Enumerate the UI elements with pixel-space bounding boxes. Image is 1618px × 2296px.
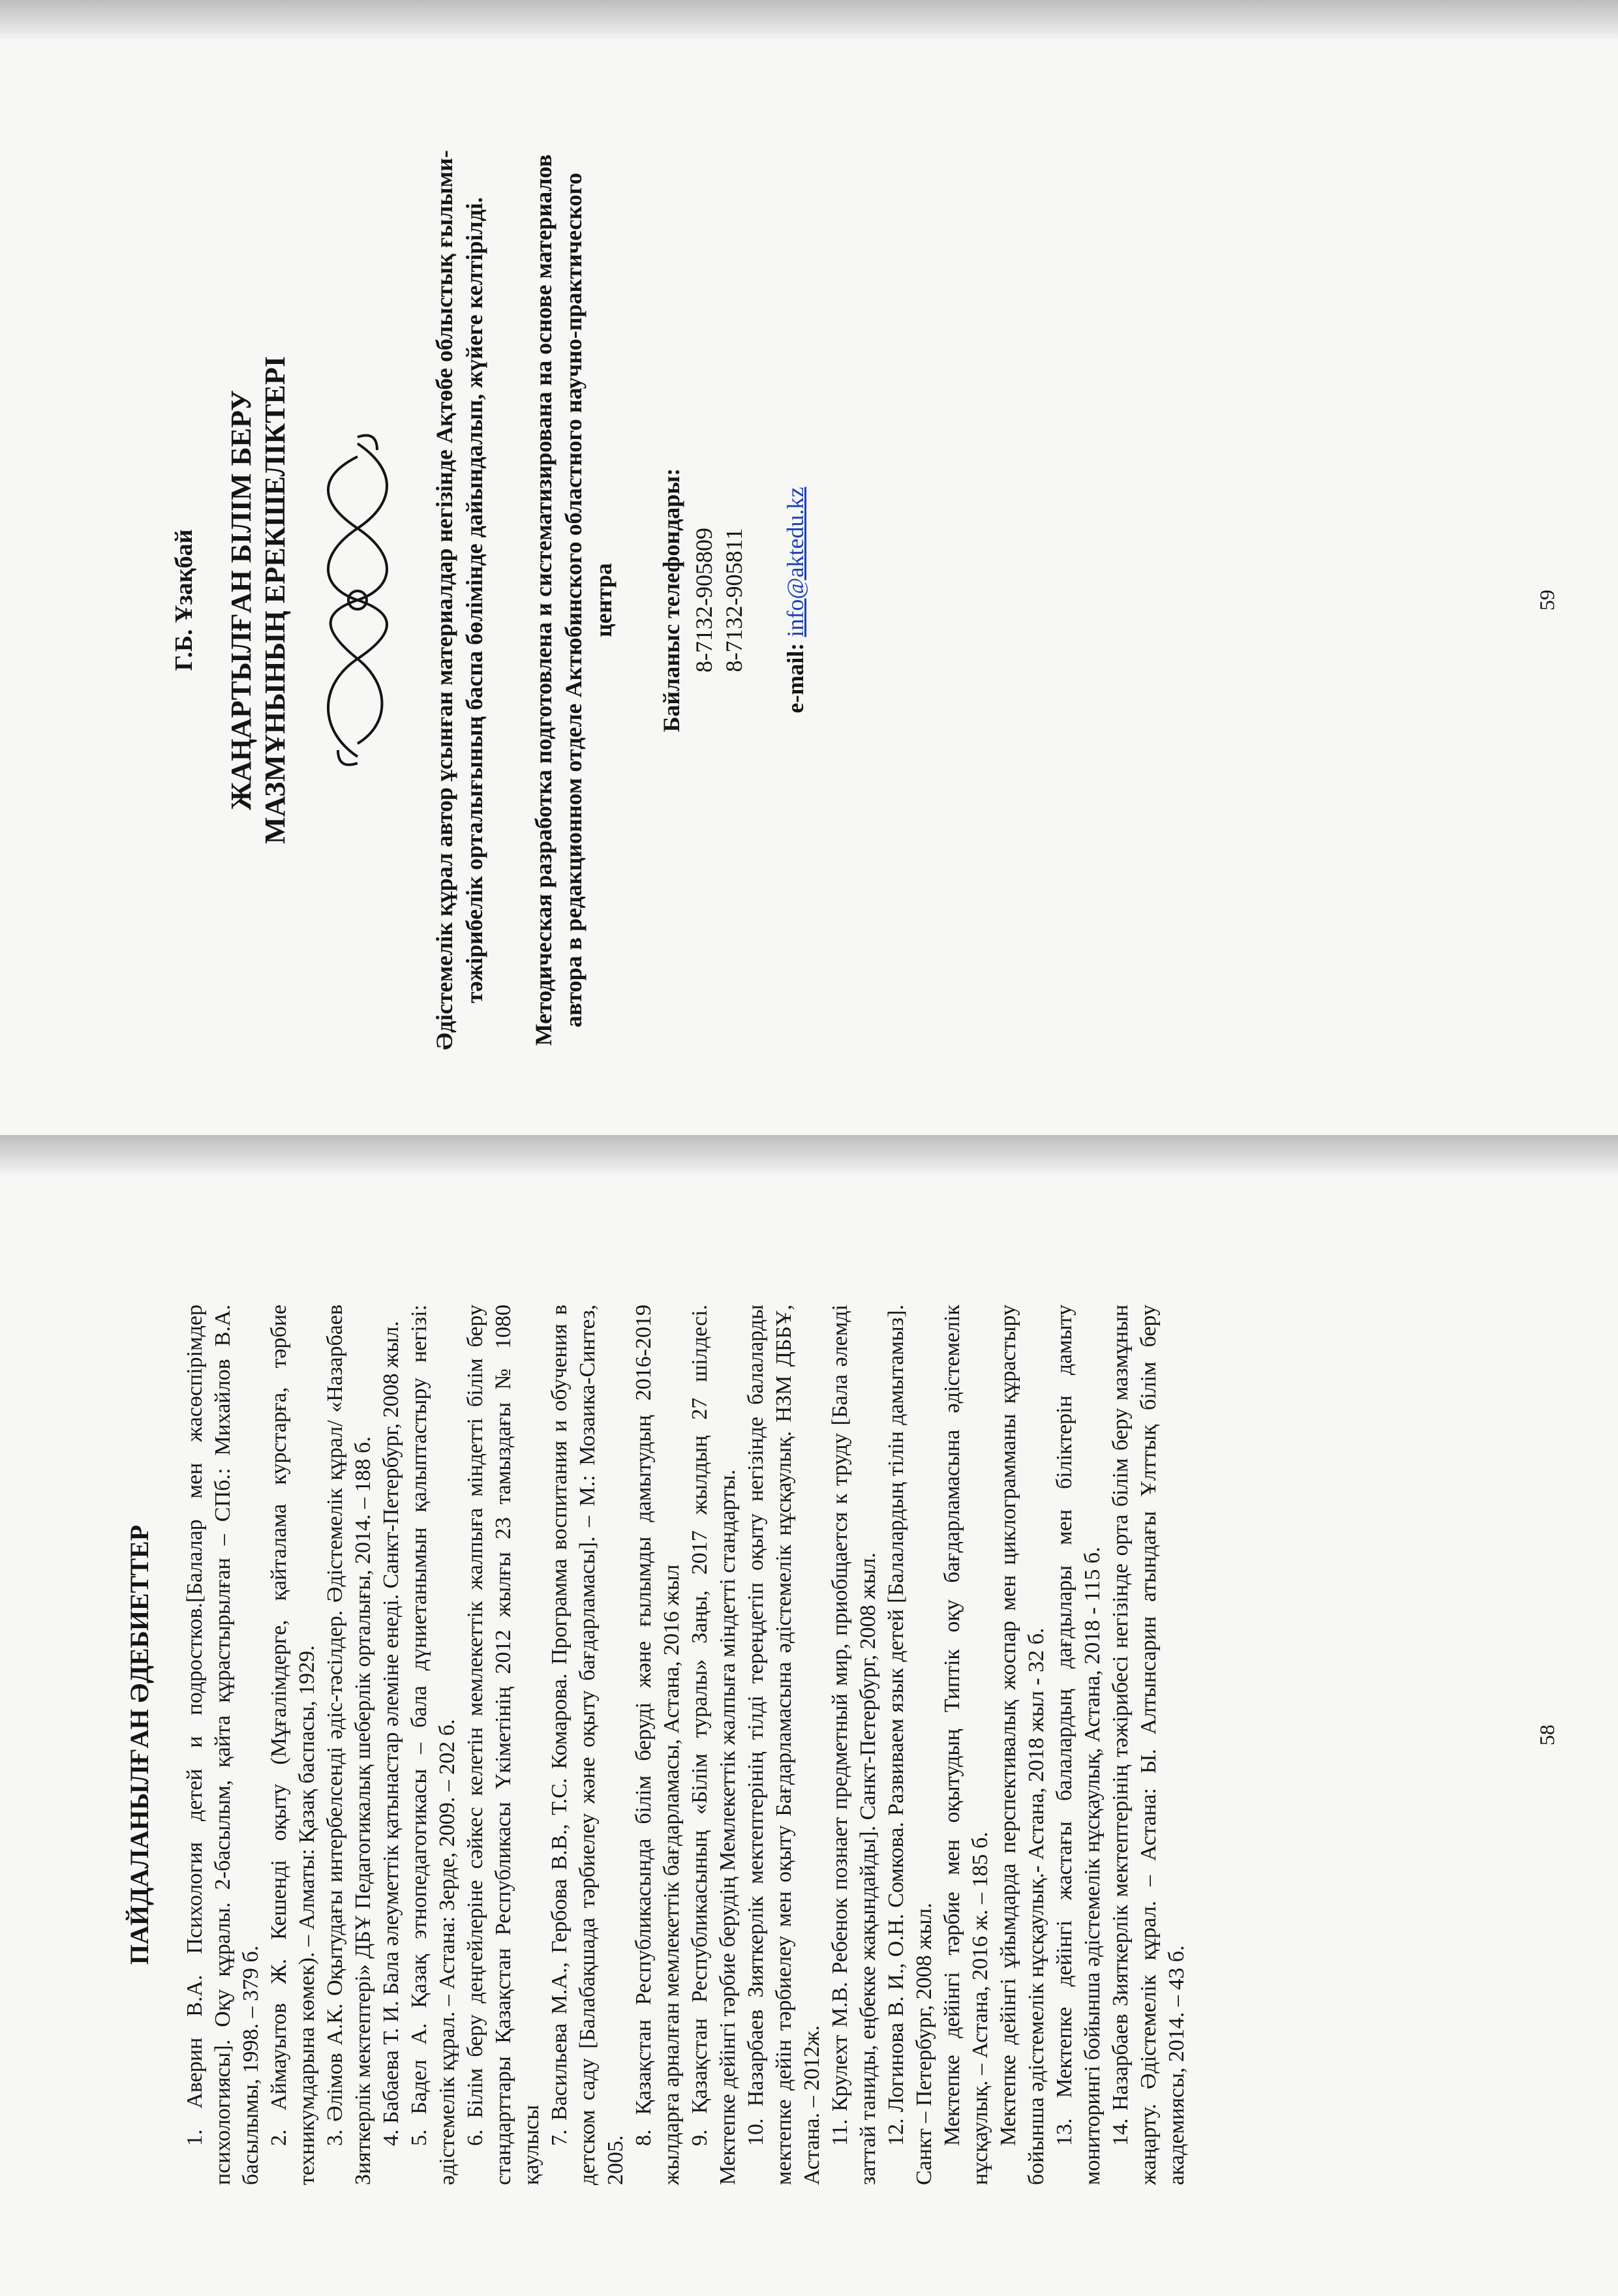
book-title-line-1: ЖАҢАРТЫЛҒАН БІЛІМ БЕРУ: [225, 389, 257, 811]
reference-item: 14. Назарбаев Зияткерлік мектептерінің тәжірибесі негізінде орта білім беру мазмұнын жаңарту. Әдістемелік құрал. – Астана: Ы. Алтынсарин атындағы Ұлттық білім беру академиясы, 2014. – 43 б.: [1108, 1305, 1189, 2185]
phone-number-2: 8-7132-905811: [721, 528, 747, 672]
reference-item: 10. Назарбаев Зияткерлік мектептерінің тілді тереңдетіп оқыту негізінде балаларды мектепке дейін тәрбиелеу мен оқыту Бағдарламасына әдістемелік нұсқаулық. НЗМ ДББҰ, Астана. – 2012ж.: [744, 1305, 824, 2185]
reference-item: Мектепке дейінгі ұйымдарда перспективалық жоспар мен циклограмманы құрастыру бойынша әдістемелік нұсқаулық.- Астана, 2018 жыл - 32 б.: [996, 1305, 1048, 2185]
book-title: [224, 137, 292, 1063]
page-58-content: [0, 1174, 1618, 2296]
reference-item: 6. Білім беру деңгейлеріне сәйкес келетін мемлекеттік жалпыға міндетті білім беру стандарттары Қазақстан Республикасы Үкіметінің 2012 жылғы 23 тамыздағы № 1080 қаулысы: [463, 1305, 543, 2185]
reference-item: 1. Аверин В.А. Психология детей и подростков.[Балалар мен жасөспірімдер психологиясы]. Оқу құралы. 2-басылым, қайта құрастырылған – СПб.: Михайлов В.А. басылымы, 1998. – 379 б.: [183, 1305, 263, 2185]
reference-item: 12. Логинова В. И., О.Н. Сомкова. Развиваем язык детей [Балалардың тілін дамытамыз]. Санкт – Петербург, 2008 жыл.: [884, 1305, 936, 2185]
page-59: [0, 39, 1618, 1161]
reference-item: 7. Васильева М.А., Гербова В.В., Т.С. Комарова. Программа воспитания и обучения в детском саду [Балабақшада тәрбиелеу және оқыту бағдарламасы]. – М.: Мозаика-Синтез, 2005.: [547, 1305, 628, 2185]
page-58: [0, 1174, 1618, 2296]
page-number-58: 58: [1535, 1725, 1559, 1745]
decorative-ornament-icon: [312, 430, 403, 770]
reference-item: 13. Мектепке дейінгі жастағы балалардың дағдылары мен біліктерін дамыту мониторингі бойынша әдістемелік нұсқаулық, Астана, 2018 - 115 б.: [1052, 1305, 1105, 2185]
email-link[interactable]: info@aktedu.kz: [782, 487, 808, 637]
contacts-label: Байланыс телефондары:: [658, 468, 684, 733]
reference-item: 11. Крулехт М.В. Ребенок познает предметный мир, приобщается к труду [Бала әлемді заттай таниды, еңбекке жақындайды]. Санкт-Петербург, 2008 жыл.: [828, 1305, 880, 2185]
email-label: e-mail:: [782, 642, 808, 714]
reference-item: 9. Қазақстан Республикасының «Білім туралы» Заңы, 2017 жылдың 27 шілдесі. Мектепке дейінгі тәрбие берудің Мемлекеттік жалпыға міндетті стандарты.: [688, 1305, 740, 2185]
page-59-content: [0, 39, 1618, 1161]
russian-publication-note: Методическая разработка подготовлена и систематизирована на основе материалов автора в редакционном отделе Актюбинского областного научно-практического центра: [530, 154, 617, 1046]
page-fold-top: [0, 0, 1618, 39]
book-title-line-2: МАЗМҰНЫНЫҢ ЕРЕКШЕЛІКТЕРІ: [259, 356, 291, 844]
reference-item: Мектепке дейінгі тәрбие мен оқытудың Типтік оқу бағдарламасына әдістемелік нұсқаулық. – Астана, 2016 ж. – 185 б.: [940, 1305, 992, 2185]
reference-item: 2. Аймауытов Ж. Кешенді оқыту (Мұғалімдерге, қайталама курстарға, тәрбие техникумдарына көмек). – Алматы: Қазақ баспасы, 1929.: [267, 1305, 319, 2185]
reference-item: 5. Бадел А. Қазақ этнопедагогикасы – бала дүниетанымын қалыптастыру негізі: әдістемелік құрал. – Астана: Зерде, 2009. – 202 б.: [407, 1305, 459, 2185]
page-number-59: 59: [1535, 590, 1559, 611]
kazakh-publication-note: Әдістемелік құрал автор ұсынған материалдар негізінде Ақтөбе облыстық ғылыми-тәжірибелік орталығының баспа бөлімінде дайындалып, жүйеге келтірілді.: [431, 150, 487, 1050]
phone-number-1: 8-7132-905809: [691, 528, 717, 672]
reference-item: 3. Әлімов А.К. Оқытудағы интербелсенді әдіс-тәсілдер. Әдістемелік құрал/ «Назарбаев Зияткерлік мектептері» ДБҰ Педагогикалық шеберлік орталығы, 2014. – 188 б.: [323, 1305, 375, 2185]
references-list: [181, 1305, 1191, 2185]
email-line: [782, 137, 809, 1063]
reference-item: 8. Қазақстан Республикасында білім беруді және ғылымды дамытудың 2016-2019 жылдарға арналған мемлекеттік бағдарламасы, Астана, 2016 жыл: [632, 1305, 684, 2185]
reference-item: 4. Бабаева Т. И. Бала әлеуметтік қатынастар әлеміне енеді. Санкт-Петербург, 2008 жыл.: [379, 1321, 403, 2146]
references-title: ПАЙДАЛАНЫЛҒАН ӘДЕБИЕТТЕР: [125, 1524, 154, 1965]
author-name: Г.Б. Ұзақбай: [170, 529, 198, 671]
page-fold-middle: [0, 1135, 1618, 1174]
